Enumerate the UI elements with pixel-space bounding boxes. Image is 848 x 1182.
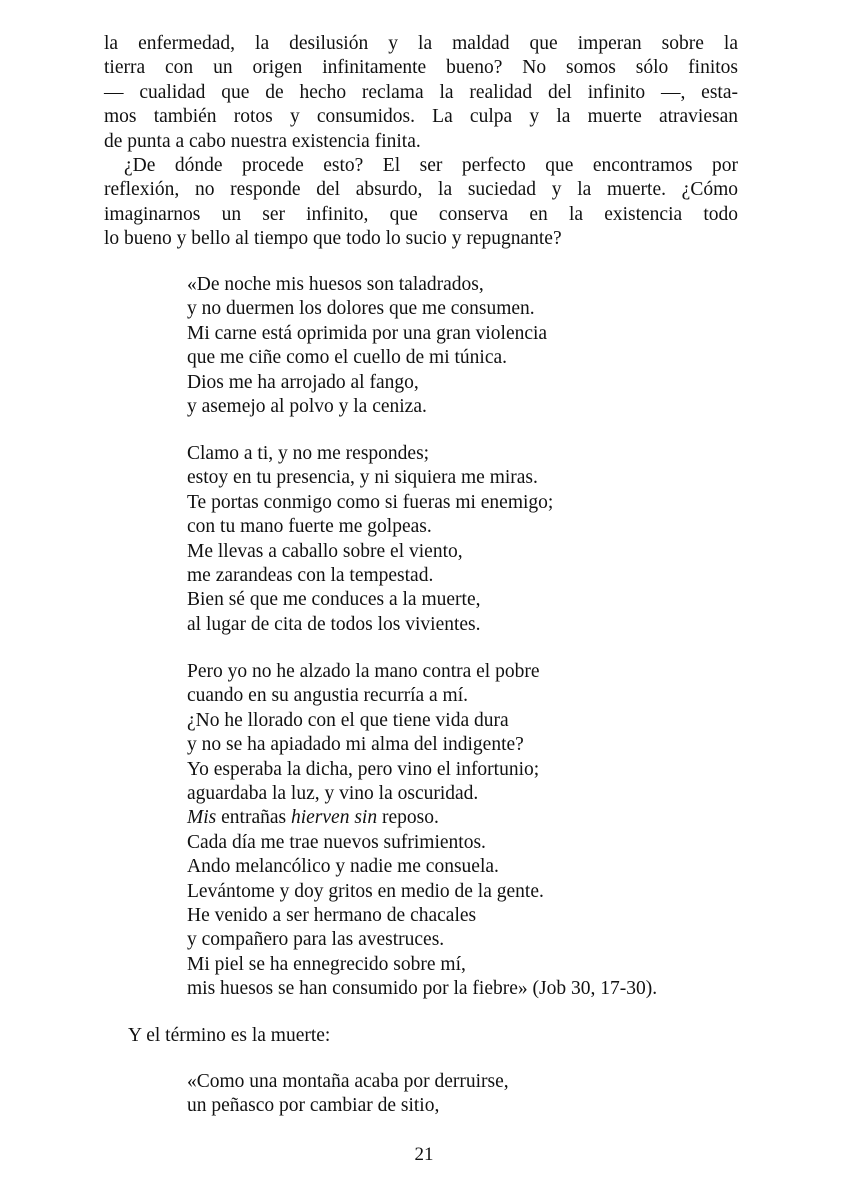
verse-line: y asemejo al polvo y la ceniza. (187, 395, 427, 417)
verse-line: Bien sé que me conduces a la muerte, (187, 589, 481, 611)
poem-stanza-2 (187, 442, 747, 637)
verse-line: cuando en su angustia recurría a mí. (187, 685, 469, 707)
verse-line: y no duermen los dolores que me consumen. (187, 298, 535, 320)
poem-stanza-3 (187, 660, 747, 1001)
prose-line: tierra con un origen infinitamente bueno? No somos sólo finitos (104, 57, 738, 79)
verse-line: con tu mano fuerte me golpeas. (187, 516, 432, 538)
verse-line: estoy en tu presencia, y ni siquiera me miras. (187, 467, 538, 489)
verse-line: un peñasco por cambiar de sitio, (187, 1095, 440, 1117)
verse-line: y no se ha apiadado mi alma del indigente? (187, 734, 524, 756)
verse-line: He venido a ser hermano de chacales (187, 904, 477, 926)
verse-word: entrañas (216, 807, 291, 829)
poem-stanza-1 (187, 273, 747, 419)
prose-line: reflexión, no responde del absurdo, la suciedad y la muerte. ¿Cómo (104, 179, 738, 201)
verse-line: Clamo a ti, y no me respondes; (187, 443, 430, 464)
prose-line: ¿De dónde procede esto? El ser perfecto que encontramos por (124, 154, 738, 176)
verse-line: Pero yo no he alzado la mano contra el pobre (187, 661, 540, 682)
prose-line: mos también rotos y consumidos. La culpa y la muerte atraviesan (104, 106, 738, 128)
page-number: 21 (414, 1144, 434, 1165)
intro-line: Y el término es la muerte: (128, 1025, 331, 1046)
verse-line: que me ciñe como el cuello de mi túnica. (187, 347, 508, 369)
verse-line: Levántome y doy gritos en medio de la gente. (187, 880, 544, 902)
verse-line: Dios me ha arrojado al fango, (187, 371, 419, 393)
verse-line-italic (187, 806, 747, 830)
verse-line: Ando melancólico y nadie me consuela. (187, 856, 499, 878)
italic-word: Mis (187, 807, 217, 829)
verse-line: mis huesos se han consumido por la fiebre» (Job 30, 17-30). (187, 978, 658, 1000)
italic-word: sin (354, 807, 378, 829)
verse-line: y compañero para las avestruces. (187, 929, 445, 951)
prose-line: la enfermedad, la desilusión y la maldad que imperan sobre la (104, 33, 738, 54)
verse-line: «De noche mis huesos son taladrados, (187, 274, 484, 295)
verse-word: reposo. (377, 807, 439, 829)
verse-line: aguardaba la luz, y vino la oscuridad. (187, 782, 479, 804)
verse-line: al lugar de cita de todos los vivientes. (187, 613, 481, 635)
prose-line: de punta a cabo nuestra existencia finita. (104, 130, 421, 152)
verse-line: Me llevas a caballo sobre el viento, (187, 540, 463, 562)
italic-word: hierven (290, 807, 350, 829)
poem-stanza-4 (187, 1070, 747, 1119)
prose-line: imaginarnos un ser infinito, que conserva en la existencia todo (104, 203, 738, 225)
verse-line: «Como una montaña acaba por derruirse, (187, 1071, 509, 1092)
verse-line: Te portas conmigo como si fueras mi enemigo; (187, 491, 554, 513)
prose-paragraphs (104, 32, 738, 252)
verse-line: Yo esperaba la dicha, pero vino el infortunio; (187, 758, 540, 780)
verse-line: Cada día me trae nuevos sufrimientos. (187, 831, 486, 853)
verse-line: Mi piel se ha ennegrecido sobre mí, (187, 953, 466, 975)
verse-line: ¿No he llorado con el que tiene vida dura (187, 709, 509, 731)
verse-line: me zarandeas con la tempestad. (187, 564, 434, 586)
prose-line: lo bueno y bello al tiempo que todo lo sucio y repugnante? (104, 228, 562, 250)
prose-line: — cualidad que de hecho reclama la realidad del infinito —, esta- (104, 81, 738, 103)
verse-line: Mi carne está oprimida por una gran violencia (187, 322, 548, 344)
